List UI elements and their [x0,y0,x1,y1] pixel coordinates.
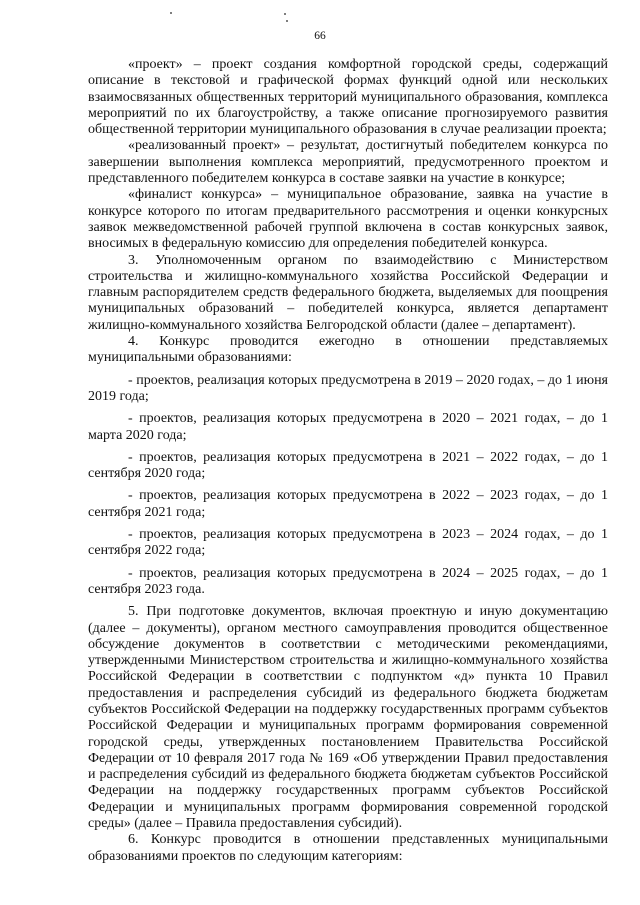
schedule-item: - проектов, реализация которых предусмотрена в 2021 – 2022 годах, – до 1 сентября 2020 года; [88,449,608,482]
definition-realizovannyi-proekt: «реализованный проект» – результат, достигнутый победителем конкурса по завершении выполнения комплекса мероприятий, предусмотренного проектом и представленного победителем конкурса в составе заявки на участие в конкурсе; [88,138,608,187]
page-number: 66 [314,30,326,42]
scan-speck [284,13,286,15]
clause-5: 5. При подготовке документов, включая проектную и иную документацию (далее – документы), органом местного самоуправления проводится общественное обсуждение документов в соответствии с методическими рекомендациями, утвержденными Министерством строительства и жилищно-коммунального хозяйства Российской Федерации в соответствии с подпунктом «д» пункта 10 Правил предоставления и распределения субсидий из федерального бюджета бюджетам субъектов Российской Федерации на поддержку государственных программ субъектов Российской Федерации и муниципальных программ формирования современной городской среды, утвержденных постановлением Правительства Российской Федерации от 10 февраля 2017 года № 169 «Об утверждении Правил предоставления и распределения субсидий из федерального бюджета бюджетам субъектов Российской Федерации на поддержку государственных программ субъектов Российской Федерации и муниципальных программ формирования современной городской среды» (далее – Правила предоставления субсидий). [88,604,608,832]
definition-finalist: «финалист конкурса» – муниципальное образование, заявка на участие в конкурсе которого по итогам предварительного рассмотрения и оценки конкурсных заявок межведомственной рабочей группой включена в состав конкурсных заявок, вносимых в федеральную комиссию для определения победителей конкурса. [88,187,608,252]
document-body [88,57,608,865]
clause-3: 3. Уполномоченным органом по взаимодействию с Министерством строительства и жилищно-коммунального хозяйства Российской Федерации и главным распорядителем средств федерального бюджета, выделяемых для поощрения муниципальных образований – победителей конкурса, является департамент жилищно-коммунального хозяйства Белгородской области (далее – департамент). [88,252,608,333]
scan-speck [170,12,172,14]
schedule-item: - проектов, реализация которых предусмотрена в 2020 – 2021 годах, – до 1 марта 2020 года; [88,411,608,443]
schedule-item: - проектов, реализация которых предусмотрена в 2022 – 2023 годах, – до 1 сентября 2021 года; [88,488,608,520]
scan-speck [286,20,288,22]
schedule-item: - проектов, реализация которых предусмотрена в 2024 – 2025 годах, – до 1 сентября 2023 года. [88,565,608,597]
definition-proekt: «проект» – проект создания комфортной городской среды, содержащий описание в текстовой и графической формах функций одной или нескольких взаимосвязанных общественных территорий муниципального образования, комплекса мероприятий по их благоустройству, а также описание прогнозируемого развития общественной территории муниципального образования в случае реализации проекта; [88,57,608,138]
schedule-item: - проектов, реализация которых предусмотрена в 2023 – 2024 годах, – до 1 сентября 2022 года; [88,527,608,559]
clause-6: 6. Конкурс проводится в отношении представленных муниципальными образованиями проектов по следующим категориям: [88,832,608,864]
schedule-item: - проектов, реализация которых предусмотрена в 2019 – 2020 годах, – до 1 июня 2019 года; [88,372,608,404]
clause-4: 4. Конкурс проводится ежегодно в отношении представляемых муниципальными образованиями: [88,334,608,366]
